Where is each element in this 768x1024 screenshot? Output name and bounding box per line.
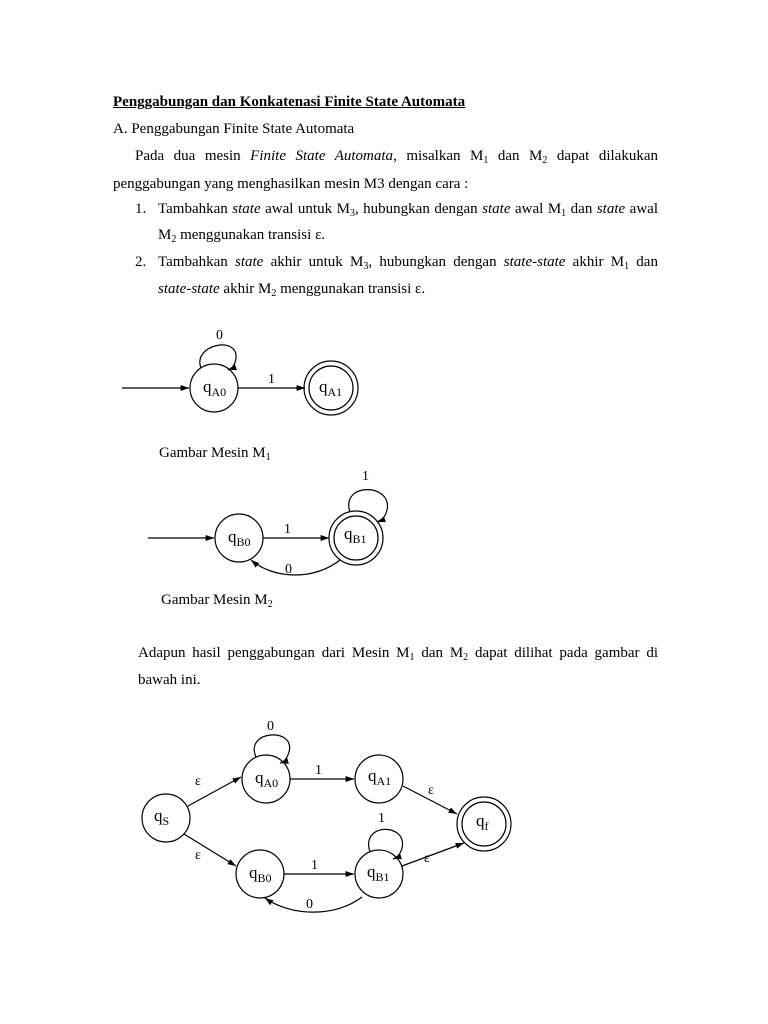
state-label-qB1: $q_{B1}$ <box>344 524 367 546</box>
figure-caption-m2: Gambar Mesin $M_2$ <box>161 592 273 610</box>
section-heading: A. Penggabungan Finite State Automata <box>113 121 355 137</box>
state-circle-qA1 <box>355 755 403 803</box>
state-circle-qB1 <box>329 511 383 565</box>
list-item-continuation: $M_2$ menggunakan transisi ε. <box>158 227 326 245</box>
edge-label: 1 <box>268 372 275 387</box>
edge-qB1-qB0 <box>251 560 340 575</box>
edge-label: 1 <box>284 522 291 537</box>
edge-label: ε <box>195 848 201 863</box>
edge-label: ε <box>195 774 201 789</box>
edge-qS-qB0 <box>184 834 236 866</box>
edge-label: 1 <box>315 763 322 778</box>
edge-label: 1 <box>311 858 318 873</box>
self-loop-qB1 <box>369 829 403 859</box>
self-loop-qB1 <box>349 490 388 522</box>
paragraph-line: Pada dua mesin Finite State Automata, misalkan $M_1$ dan $M_2$ dapat dilakukan <box>135 148 658 166</box>
state-circle-qB0 <box>215 514 263 562</box>
state-label-qA0: $q_{A0}$ <box>203 377 227 399</box>
edge-qB1-qB0 <box>265 897 362 912</box>
page-title: Penggabungan dan Konkatenasi Finite State Automata <box>113 94 466 110</box>
paragraph-line: penggabungan yang menghasilkan mesin M3 dengan cara : <box>113 176 469 192</box>
list-item: Tambahkan state awal untuk $M_3$, hubungkan dengan state awal $M_1$ dan state awal <box>158 201 658 219</box>
state-label-qB0: $q_{B0}$ <box>249 863 272 885</box>
diagram-m3 <box>142 735 511 912</box>
state-label-qB0: $q_{B0}$ <box>228 527 251 549</box>
edge-label: 0 <box>267 719 274 734</box>
state-circle-qS <box>142 794 190 842</box>
state-circle-qf <box>457 797 511 851</box>
list-number: 2. <box>135 254 147 270</box>
list-number: 1. <box>135 201 147 217</box>
edge-qB1-qf <box>402 843 464 866</box>
self-loop-qA0 <box>254 735 289 763</box>
state-label-qA1: $q_{A1}$ <box>368 766 392 788</box>
state-circle-qA0 <box>190 364 238 412</box>
list-item-continuation: state-state akhir $M_2$ menggunakan transisi ε. <box>158 281 426 299</box>
edge-qA1-qf <box>403 786 457 814</box>
paragraph-line: Adapun hasil penggabungan dari Mesin $M_1$ dan $M_2$ dapat dilihat pada gambar di <box>138 645 658 663</box>
edge-label: 1 <box>362 469 369 484</box>
paragraph-line: bawah ini. <box>138 672 201 688</box>
state-label-qA0: $q_{A0}$ <box>255 768 279 790</box>
diagram-m1 <box>122 345 358 415</box>
edge-qS-qA0 <box>188 777 241 806</box>
edge-label: 0 <box>285 562 292 577</box>
edge-label: 0 <box>216 328 223 343</box>
state-label-qA1: $q_{A1}$ <box>319 377 343 399</box>
state-label-qS: $q_S$ <box>154 806 170 828</box>
state-circle-qA1 <box>304 361 358 415</box>
edge-label: ε <box>424 851 430 866</box>
edge-label: ε <box>428 783 434 798</box>
diagram-m2 <box>148 490 387 575</box>
state-circle-qB0 <box>236 850 284 898</box>
figure-caption-m1: Gambar Mesin $M_1$ <box>159 445 271 463</box>
self-loop-qA0 <box>200 345 236 370</box>
state-circle-qf-inner <box>462 802 506 846</box>
state-circle-qA0 <box>242 755 290 803</box>
state-circle-qA1-inner <box>309 366 353 410</box>
state-label-qB1: $q_{B1}$ <box>367 862 390 884</box>
list-item: Tambahkan state akhir untuk $M_3$, hubungkan dengan state-state akhir $M_1$ dan <box>158 254 658 272</box>
state-circle-qB1 <box>355 850 403 898</box>
state-label-qf: $q_f$ <box>476 811 489 833</box>
edge-label: 1 <box>378 811 385 826</box>
state-circle-qB1-inner <box>334 516 378 560</box>
edge-label: 0 <box>306 897 313 912</box>
